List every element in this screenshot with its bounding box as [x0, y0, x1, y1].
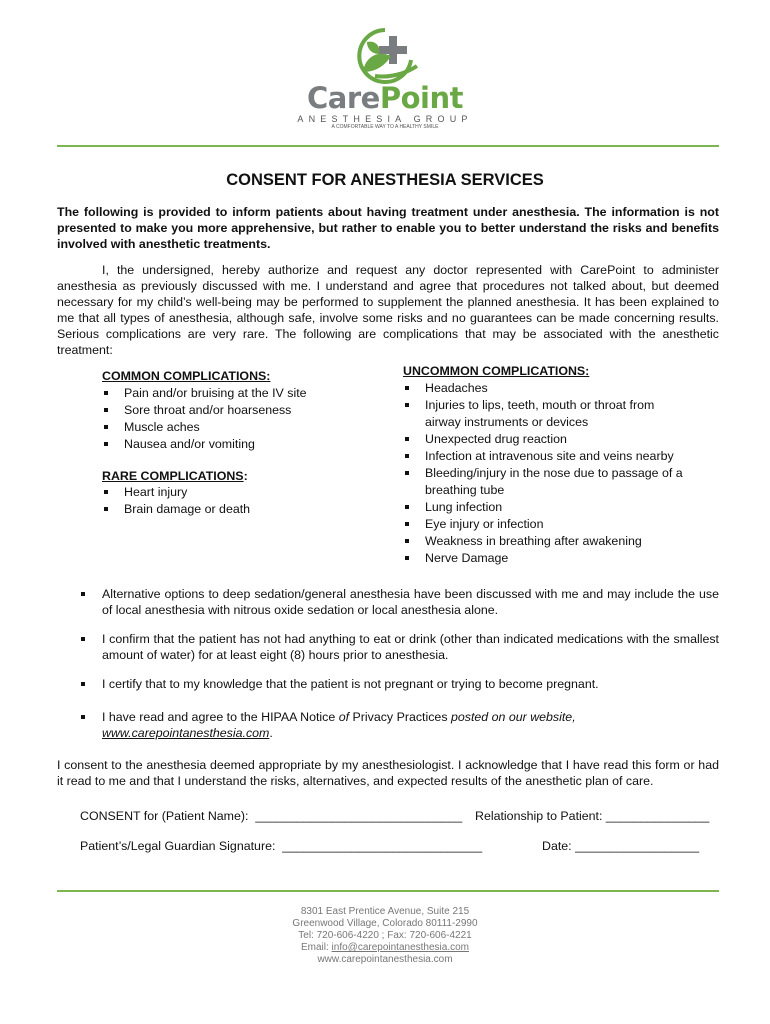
hipaa-text-end: . — [269, 726, 273, 740]
header-divider — [57, 145, 719, 147]
statement-text: I certify that to my knowledge that the patient is not pregnant or trying to become pregnant. — [102, 677, 599, 691]
list-item: Infection at intravenous site and veins nearby — [403, 448, 693, 465]
footer-contact — [0, 906, 770, 966]
date-label: Date: — [542, 839, 572, 853]
logo-subtitle: ANESTHESIA GROUP — [297, 114, 473, 124]
footer-email-label: Email: — [300, 942, 332, 953]
footer-city: Greenwood Village, Colorado 80111-2990 — [292, 918, 478, 929]
fasting-statement — [57, 631, 719, 663]
bullet — [81, 637, 85, 641]
hipaa-statement — [57, 709, 719, 741]
list-item: Nausea and/or vomiting — [102, 436, 362, 453]
statement-text: Alternative options to deep sedation/general anesthesia have been discussed with me and may include the use of local anesthesia with nitrous oxide sedation or local anesthesia alone. — [102, 587, 719, 617]
logo-brand-point: Point — [379, 81, 463, 115]
list-item: Brain damage or death — [102, 501, 362, 518]
logo-brand-care: Care — [307, 81, 380, 115]
authorization-paragraph: I, the undersigned, hereby authorize and request any doctor represented with CarePoint to administer anesthesia as previously discussed with me. I understand and agree that procedures not talked about, but deemed necessary for my child’s well-being may be performed to supplement the planned anesthesia. It has been explained to me that all types of anesthesia, although safe, involve some risks and no guarantees can be made concerning results. Serious complications are very rare. The following are complications that may be associated with the anesthetic treatment: — [57, 263, 719, 357]
list-item: Lung infection — [403, 499, 693, 516]
patient-name-row — [80, 809, 462, 823]
date-row — [542, 839, 699, 853]
bullet — [81, 715, 85, 719]
relationship-label: Relationship to Patient: — [475, 809, 603, 823]
footer-email-link[interactable]: info@carepointanesthesia.com — [331, 942, 469, 953]
date-field[interactable]: __________________ — [575, 839, 700, 853]
website-link[interactable]: www.carepointanesthesia.com — [102, 726, 270, 740]
footer-divider — [57, 890, 719, 892]
list-item: Injuries to lips, teeth, mouth or throat from airway instruments or devices — [403, 397, 693, 431]
list-item: Sore throat and/or hoarseness — [102, 402, 362, 419]
hipaa-text-c: Privacy Practices — [349, 710, 451, 724]
patient-name-field[interactable]: ______________________________ — [255, 809, 463, 823]
logo-tagline: A COMFORTABLE WAY TO A HEALTHY SMILE — [331, 124, 439, 130]
consent-paragraph: I consent to the anesthesia deemed appropriate by my anesthesiologist. I acknowledge that I have read this form or had it read to me and that I understand the risks, alternatives, and expected results of the anesthetic plan of care. — [57, 758, 719, 788]
statement-text: I confirm that the patient has not had anything to eat or drink (other than indicated medications with the smallest amount of water) for at least eight (8) hours prior to anesthesia. — [102, 632, 719, 662]
uncommon-complications-heading: UNCOMMON COMPLICATIONS: — [403, 364, 590, 378]
list-item: Weakness in breathing after awakening — [403, 533, 693, 550]
common-complications-list — [102, 385, 362, 453]
hipaa-text-a: I have read and agree to the HIPAA Notice — [102, 710, 339, 724]
list-item: Heart injury — [102, 484, 362, 501]
footer-website[interactable]: www.carepointanesthesia.com — [317, 954, 453, 965]
list-item: Muscle aches — [102, 419, 362, 436]
patient-name-label: CONSENT for (Patient Name): — [80, 809, 249, 823]
list-item: Bleeding/injury in the nose due to passage of a breathing tube — [403, 465, 693, 499]
hipaa-text-d: posted on our website, — [450, 710, 576, 724]
relationship-row — [475, 809, 709, 823]
footer-phone: Tel: 720-606-4220 ; Fax: 720-606-4221 — [298, 930, 472, 941]
rare-complications-heading-wrap — [102, 469, 248, 483]
footer-address: 8301 East Prentice Avenue, Suite 215 — [300, 906, 470, 917]
signature-field[interactable]: _____________________________ — [282, 839, 483, 853]
list-item: Headaches — [403, 380, 693, 397]
list-item: Nerve Damage — [403, 550, 693, 567]
uncommon-complications-list — [403, 380, 693, 567]
leaf-cross-emblem-icon — [345, 26, 425, 86]
rare-complications-heading: RARE COMPLICATIONS — [102, 469, 244, 483]
pregnancy-statement — [57, 676, 719, 692]
rare-heading-colon: : — [243, 469, 248, 483]
footer-email-row — [0, 942, 770, 954]
carepoint-logo — [290, 26, 480, 130]
logo-brand — [290, 81, 480, 115]
bullet — [81, 592, 85, 596]
list-item: Eye injury or infection — [403, 516, 693, 533]
rare-complications-list — [102, 484, 362, 518]
document-title: CONSENT FOR ANESTHESIA SERVICES — [226, 171, 544, 189]
relationship-field[interactable]: _______________ — [605, 809, 710, 823]
common-complications-heading: COMMON COMPLICATIONS: — [102, 369, 271, 383]
alternative-options-statement — [57, 586, 719, 618]
list-item: Pain and/or bruising at the IV site — [102, 385, 362, 402]
statement-text — [102, 709, 719, 741]
bullet — [81, 682, 85, 686]
signature-label: Patient’s/Legal Guardian Signature: — [80, 839, 276, 853]
signature-row — [80, 839, 482, 853]
intro-paragraph: The following is provided to inform patients about having treatment under anesthesia. The information is not presented to make you more apprehensive, but rather to enable you to better understand the risks and benefits involved with anesthetic treatments. — [57, 205, 719, 251]
list-item: Unexpected drug reaction — [403, 431, 693, 448]
hipaa-text-b: of — [338, 710, 350, 724]
